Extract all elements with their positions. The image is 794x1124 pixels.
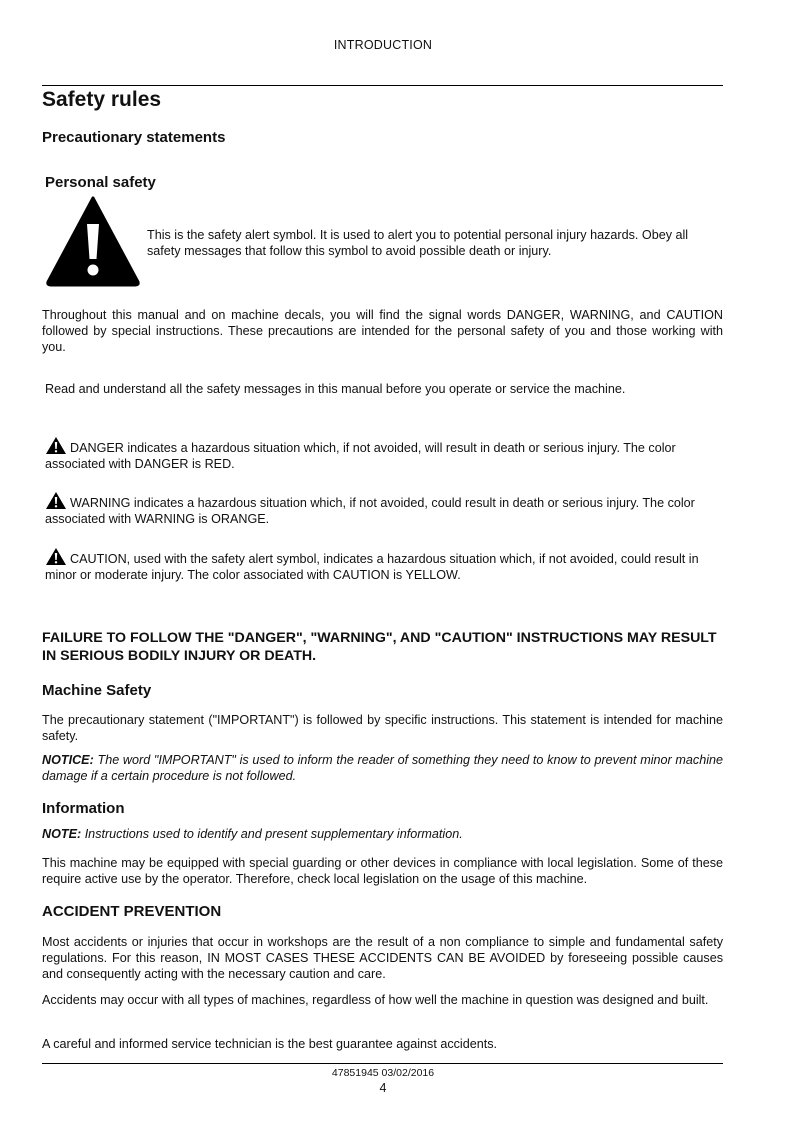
notice-label: NOTICE:	[42, 753, 94, 767]
footer-rule	[42, 1063, 723, 1064]
note-paragraph	[42, 826, 723, 842]
machine-safety-heading: Machine Safety	[42, 682, 152, 699]
accident-prevention-heading: ACCIDENT PREVENTION	[42, 903, 222, 920]
danger-statement	[45, 436, 723, 472]
machine-safety-paragraph: The precautionary statement ("IMPORTANT") is followed by specific instructions. This statement is intended for machine safety.	[42, 713, 723, 744]
accident-prevention-paragraph-1: Most accidents or injuries that occur in workshops are the result of a non compliance to simple and fundamental safety regulations. For this reason, IN MOST CASES THESE ACCIDENTS CAN BE AVOIDED by foreseeing possible causes and consequently acting with the necessary caution and care.	[42, 935, 723, 982]
footer-doc-reference: 47851945 03/02/2016	[331, 1067, 435, 1079]
signal-words-paragraph: Throughout this manual and on machine decals, you will find the signal words DANGER, WARNING, and CAUTION followed by special instructions. These precautions are intended for the personal safety of you and those working with you.	[42, 308, 723, 355]
notice-paragraph	[42, 752, 723, 784]
information-paragraph: This machine may be equipped with special guarding or other devices in compliance with local legislation. Some of these require active use by the operator. Therefore, check local legislation on the usage of this machine.	[42, 856, 723, 887]
warning-text: WARNING indicates a hazardous situation which, if not avoided, could result in death or serious injury. The color associated with WARNING is ORANGE.	[45, 496, 695, 527]
safety-alert-description: This is the safety alert symbol. It is used to alert you to potential personal injury hazards. Obey all safety messages that follow this symbol to avoid possible death or injury.	[147, 228, 689, 259]
safety-alert-triangle-icon	[45, 194, 141, 288]
warning-alert-icon	[45, 491, 67, 510]
danger-alert-icon	[45, 436, 67, 455]
accident-prevention-paragraph-3: A careful and informed service technician is the best guarantee against accidents.	[42, 1037, 498, 1051]
warning-statement	[45, 491, 723, 527]
accident-prevention-paragraph-2: Accidents may occur with all types of machines, regardless of how well the machine in question was designed and built.	[42, 993, 709, 1007]
danger-text: DANGER indicates a hazardous situation which, if not avoided, will result in death or serious injury. The color associated with DANGER is RED.	[45, 441, 676, 472]
page-header-section: INTRODUCTION	[333, 38, 433, 52]
note-label: NOTE:	[42, 827, 82, 841]
caution-statement	[45, 547, 723, 583]
failure-warning: FAILURE TO FOLLOW THE "DANGER", "WARNING", AND "CAUTION" INSTRUCTIONS MAY RESULT IN SERIOUS BODILY INJURY OR DEATH.	[42, 630, 717, 664]
page-title: Safety rules	[42, 88, 162, 111]
personal-safety-heading: Personal safety	[45, 174, 156, 191]
caution-text: CAUTION, used with the safety alert symbol, indicates a hazardous situation which, if not avoided, could result in minor or moderate injury. The color associated with CAUTION is YELLOW.	[45, 552, 699, 583]
notice-text: The word "IMPORTANT" is used to inform the reader of something they need to know to prevent minor machine damage if a certain procedure is not followed.	[42, 753, 724, 784]
read-safety-messages-paragraph: Read and understand all the safety messages in this manual before you operate or service the machine.	[45, 382, 626, 396]
footer-page-number: 4	[379, 1081, 387, 1095]
caution-alert-icon	[45, 547, 67, 566]
header-rule	[42, 85, 723, 86]
precautionary-heading: Precautionary statements	[42, 129, 226, 146]
note-text: Instructions used to identify and present supplementary information.	[84, 827, 463, 841]
information-heading: Information	[42, 800, 125, 817]
